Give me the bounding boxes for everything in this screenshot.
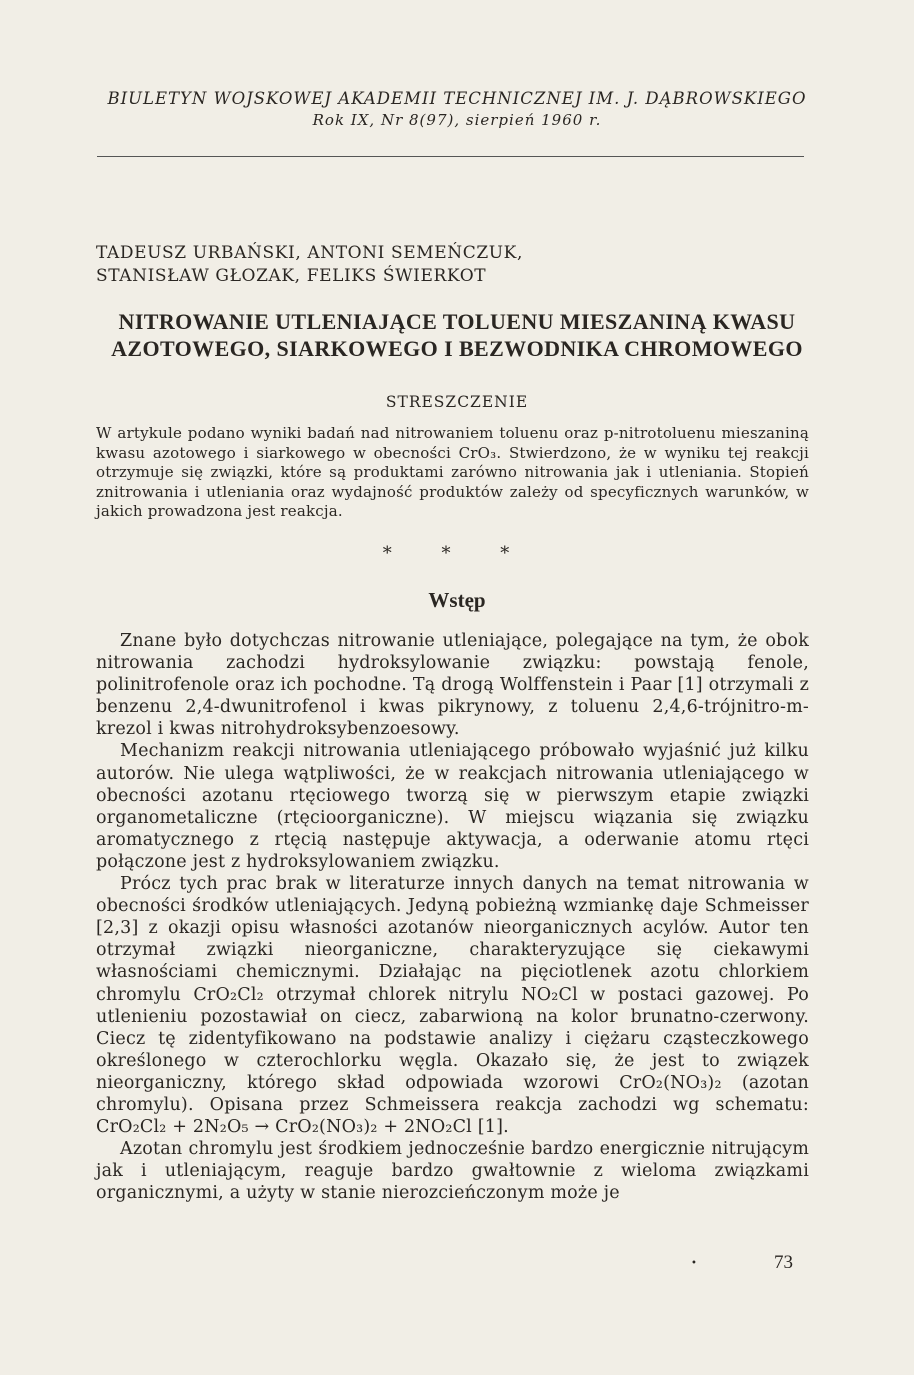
journal-header	[20, 88, 894, 130]
body-text	[96, 630, 809, 1204]
authors-line-2: STANISŁAW GŁOZAK, FELIKS ŚWIERKOT	[96, 266, 487, 286]
authors-line-1: TADEUSZ URBAŃSKI, ANTONI SEMEŃCZUK,	[96, 243, 523, 263]
header-rule	[97, 156, 804, 157]
title-line-1: NITROWANIE UTLENIAJĄCE TOLUENU MIESZANINĄ KWASU	[118, 309, 796, 334]
abstract-text: W artykule podano wyniki badań nad nitrowaniem toluenu oraz p-nitrotoluenu mieszaniną kwasu azotowego i siarkowego w obecności CrO₃. Stwierdzono, że w wyniku tej reakcji otrzymuje się związki, które są produktami zarówno nitrowania jak i utleniania. Stopień znitrowania i utleniania oraz wydajność produktów zależy od specyficznych warunków, w jakich prowadzona jest reakcja.	[96, 424, 809, 520]
paragraph: Mechanizm reakcji nitrowania utleniającego próbowało wyjaśnić już kilku autorów. Nie ulega wątpliwości, że w reakcjach nitrowania utleniającego w obecności azotanu rtęciowego tworzą się w pierwszym etapie związki organometaliczne (rtęcioorganiczne). W miejscu wiązania się związku aromatycznego z rtęcią następuje aktywacja, a oderwanie atomu rtęci połączone jest z hydroksylowaniem związku.	[96, 741, 809, 872]
title-line-2: AZOTOWEGO, SIARKOWEGO I BEZWODNIKA CHROMOWEGO	[111, 336, 803, 361]
section-separator: * * *	[382, 543, 532, 564]
section-heading: Wstęp	[428, 588, 486, 612]
author-list	[96, 242, 816, 288]
margin-dot: •	[691, 1258, 697, 1269]
paragraph: Azotan chromylu jest środkiem jednocześnie bardzo energicznie nitrującym jak i utleniającym, reaguje bardzo gwałtownie z wieloma związkami organicznymi, a użyty w stanie nierozcieńczonym może je	[96, 1139, 809, 1204]
paragraph: Znane było dotychczas nitrowanie utleniające, polegające na tym, że obok nitrowania zachodzi hydroksylowanie związku: powstają fenole, polinitrofenole oraz ich pochodne. Tą drogą Wolffenstein i Paar [1] otrzymali z benzenu 2,4-dwunitrofenol i kwas pikrynowy, z toluenu 2,4,6-trójnitro-m-krezol i kwas nitrohydroksybenzoesowy.	[96, 631, 809, 740]
abstract-heading: STRESZCZENIE	[385, 393, 529, 411]
paragraph: Prócz tych prac brak w literaturze innych danych na temat nitrowania w obecności środków utleniających. Jedyną pobieżną wzmiankę daje Schmeisser [2,3] z okazji opisu własności azotanów nieorganicznych acylów. Autor ten otrzymał związki nieorganiczne, charakteryzujące się ciekawymi własnościami chemicznymi. Działając na pięciotlenek azotu chlorkiem chromylu CrO₂Cl₂ otrzymał chlorek nitrylu NO₂Cl w postaci gazowej. Po utlenieniu pozostawiał on ciecz, zabarwioną na kolor brunatno-czerwony. Ciecz tę zidentyfikowano na podstawie analizy i ciężaru cząsteczkowego określonego w czterochlorku węgla. Okazało się, że jest to związek nieorganiczny, którego skład odpowiada wzorowi CrO₂(NO₃)₂ (azotan chromylu). Opisana przez Schmeissera reakcja zachodzi wg schematu: CrO₂Cl₂ + 2N₂O₅ → CrO₂(NO₃)₂ + 2NO₂Cl [1].	[96, 874, 809, 1138]
journal-title: BIULETYN WOJSKOWEJ AKADEMII TECHNICZNEJ IM. J. DĄBROWSKIEGO	[107, 89, 807, 108]
article-title	[40, 308, 874, 362]
page-number: 73	[774, 1252, 793, 1273]
issue-info: Rok IX, Nr 8(97), sierpień 1960 r.	[312, 111, 602, 129]
